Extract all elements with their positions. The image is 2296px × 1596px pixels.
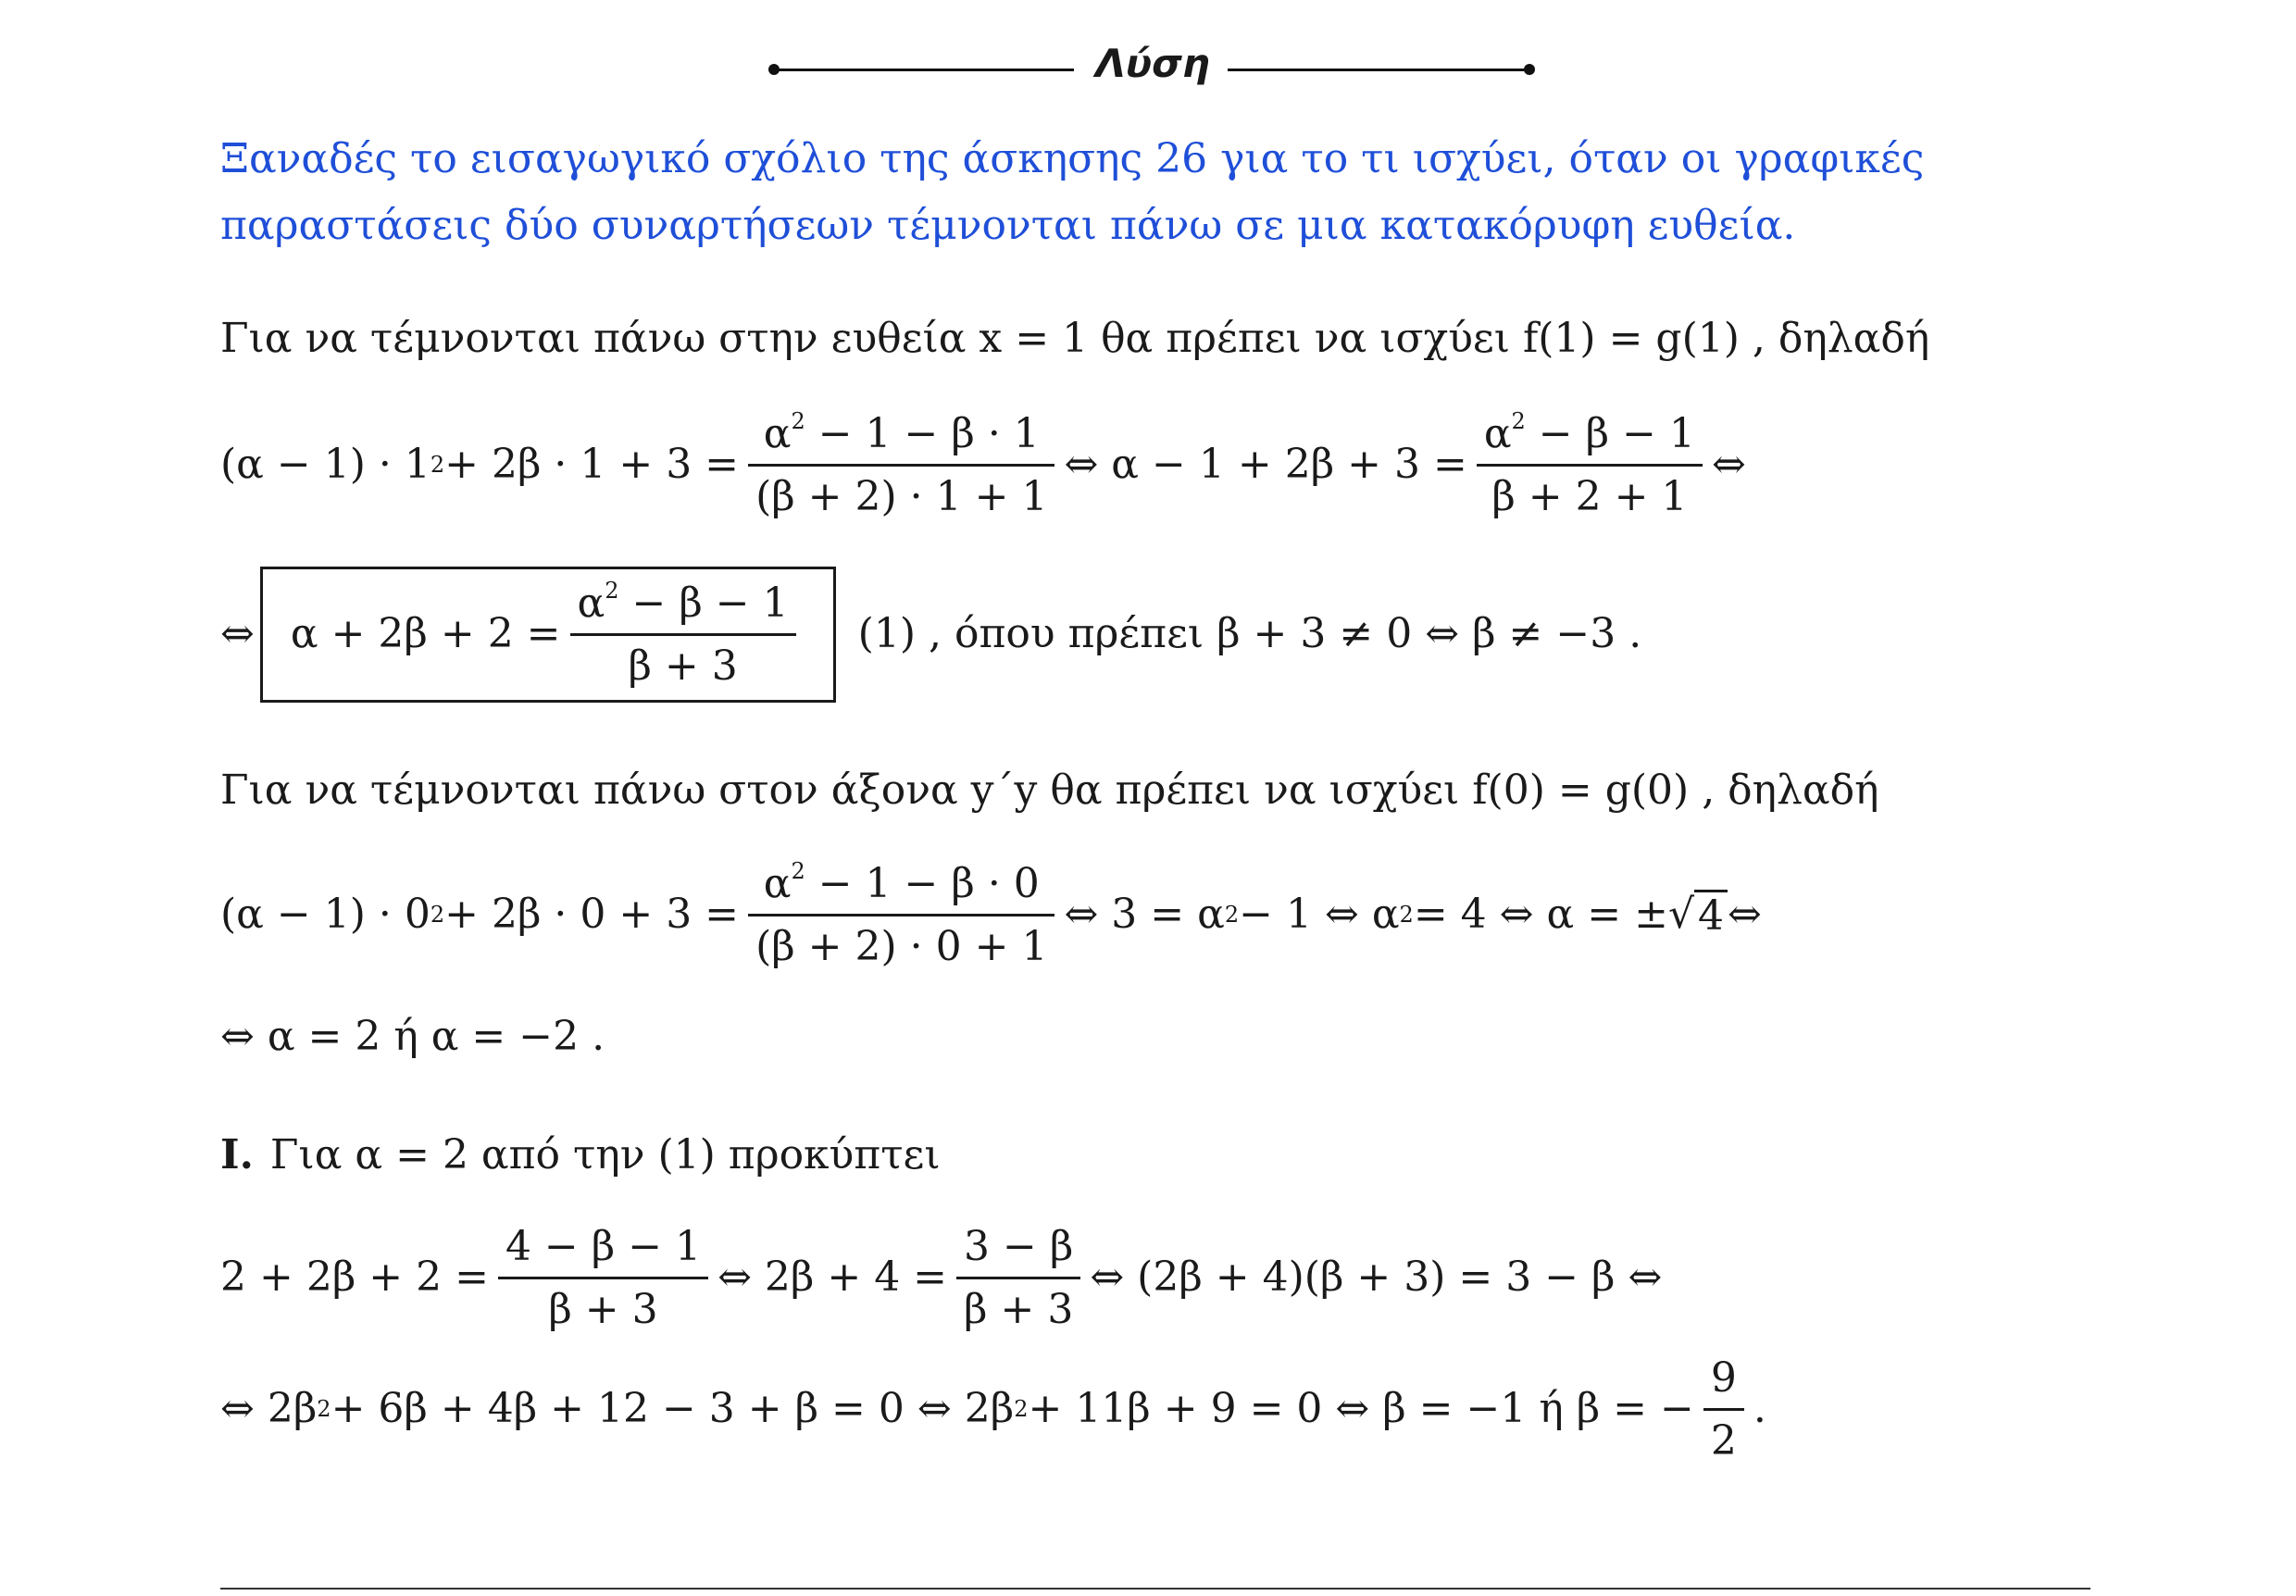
eq6-b-exponent: 2	[1014, 1396, 1029, 1423]
eq2-fraction	[570, 577, 796, 692]
eq1-fraction-1	[748, 407, 1054, 523]
fraction-bar	[748, 464, 1054, 467]
eq6-denominator: 2	[1710, 1417, 1737, 1465]
eq5-frac2-numerator: 3 − β	[964, 1223, 1074, 1270]
header-right-dot	[1524, 64, 1535, 75]
eq3-denominator: (β + 2) · 0 + 1	[755, 923, 1048, 971]
case-1-line	[220, 1131, 941, 1180]
eq2-after: (1) , όπου πρέπει β + 3 ≠ 0 ⇔ β ≠ −3 .	[857, 610, 1642, 658]
header-left-rule	[778, 69, 1074, 71]
fraction-bar	[570, 633, 796, 636]
eq1-end: ⇔	[1711, 441, 1746, 489]
case-1-text: Για α = 2 από την (1) προκύπτει	[269, 1131, 941, 1178]
case-1-label: Ι.	[220, 1131, 254, 1178]
eq2-numerator: $\alpha^2 - \beta - 1$	[577, 578, 789, 627]
equation-3	[220, 857, 1762, 973]
eq3-r1-exponent: 2	[1224, 902, 1240, 929]
eq1-middle: ⇔ α − 1 + 2β + 3 =	[1064, 441, 1467, 489]
eq6-fraction	[1703, 1352, 1744, 1467]
sqrt-symbol: √	[1667, 891, 1694, 939]
eq6-numerator: 9	[1710, 1354, 1737, 1402]
eq5-fraction-2	[956, 1220, 1080, 1336]
equation-1	[220, 407, 1746, 523]
eq3-r2: − 1 ⇔ α	[1239, 891, 1400, 939]
fraction-bar	[498, 1277, 708, 1279]
sqrt-argument: 4	[1694, 890, 1728, 941]
eq2-start: ⇔	[220, 610, 255, 658]
equation-6	[220, 1352, 1766, 1467]
intro-line-1: Ξαναδές το εισαγωγικό σχόλιο της άσκησης 26 για το τι ισχύει, όταν οι γραφικές	[220, 135, 1925, 182]
eq1-lhs-exponent: 2	[430, 452, 445, 479]
eq3-r2-exponent: 2	[1399, 902, 1414, 929]
eq3-lhs-exponent: 2	[430, 902, 445, 929]
eq3-fraction	[748, 857, 1054, 973]
eq5-frac1-numerator: 4 − β − 1	[505, 1223, 702, 1270]
equation-2	[220, 567, 1641, 703]
intro-line-2: παραστάσεις δύο συναρτήσεων τέμνονται πάνω σε μια κατακόρυφη ευθεία.	[220, 202, 1796, 249]
equation-5	[220, 1220, 1662, 1336]
eq3-lhs-rest: + 2β · 0 + 3 =	[444, 891, 740, 939]
header-right-rule	[1228, 69, 1526, 71]
solution-header	[768, 41, 1537, 96]
boxed-equation	[260, 567, 836, 703]
eq6-b: + 6β + 4β + 12 − 3 + β = 0 ⇔ 2β	[331, 1385, 1015, 1433]
eq3-r4: ⇔	[1727, 891, 1762, 939]
eq6-end: .	[1753, 1385, 1766, 1433]
equation-4: ⇔ α = 2 ή α = −2 .	[220, 1013, 605, 1060]
paragraph-intersection-x1: Για να τέμνονται πάνω στην ευθεία x = 1 θα πρέπει να ισχύει f(1) = g(1) , δηλαδή	[220, 315, 1930, 362]
eq5-end: ⇔ (2β + 4)(β + 3) = 3 − β ⇔	[1090, 1253, 1663, 1302]
eq2-lhs: α + 2β + 2 =	[290, 610, 561, 658]
eq1-frac1-numerator: $\alpha^2 - 1 - \beta \cdot 1$	[763, 408, 1040, 457]
paragraph-intersection-yaxis: Για να τέμνονται πάνω στον άξονα y΄y θα πρέπει να ισχύει f(0) = g(0) , δηλαδή	[220, 767, 1879, 814]
eq5-middle: ⇔ 2β + 4 =	[718, 1253, 948, 1302]
eq5-fraction-1	[498, 1220, 708, 1336]
eq1-fraction-2	[1477, 407, 1703, 523]
eq1-frac2-denominator: β + 2 + 1	[1491, 473, 1688, 521]
fraction-bar	[956, 1277, 1080, 1279]
eq5-frac2-denominator: β + 3	[964, 1286, 1074, 1334]
eq1-frac2-numerator: $\alpha^2 - \beta - 1$	[1483, 408, 1695, 457]
fraction-bar	[1477, 464, 1703, 467]
eq5-frac1-denominator: β + 3	[548, 1286, 658, 1334]
eq6-a-exponent: 2	[317, 1396, 331, 1423]
bottom-divider	[220, 1588, 2090, 1590]
eq2-denominator: β + 3	[628, 642, 738, 691]
eq6-c: + 11β + 9 = 0 ⇔ β = −1 ή β = −	[1028, 1385, 1694, 1433]
fraction-bar	[1703, 1408, 1744, 1411]
eq3-r3: = 4 ⇔ α = ±	[1413, 891, 1668, 939]
eq6-a: ⇔ 2β	[220, 1385, 318, 1433]
eq3-numerator: $\alpha^2 - 1 - \beta \cdot 0$	[763, 858, 1040, 907]
fraction-bar	[748, 914, 1054, 916]
eq3-r1: ⇔ 3 = α	[1064, 891, 1225, 939]
eq5-lhs: 2 + 2β + 2 =	[220, 1253, 489, 1302]
solution-title: Λύση	[1095, 41, 1210, 86]
eq3-lhs: (α − 1) · 0	[220, 891, 430, 939]
eq1-lhs: (α − 1) · 1	[220, 441, 430, 489]
eq1-lhs-rest: + 2β · 1 + 3 =	[444, 441, 740, 489]
eq1-frac1-denominator: (β + 2) · 1 + 1	[755, 473, 1048, 521]
